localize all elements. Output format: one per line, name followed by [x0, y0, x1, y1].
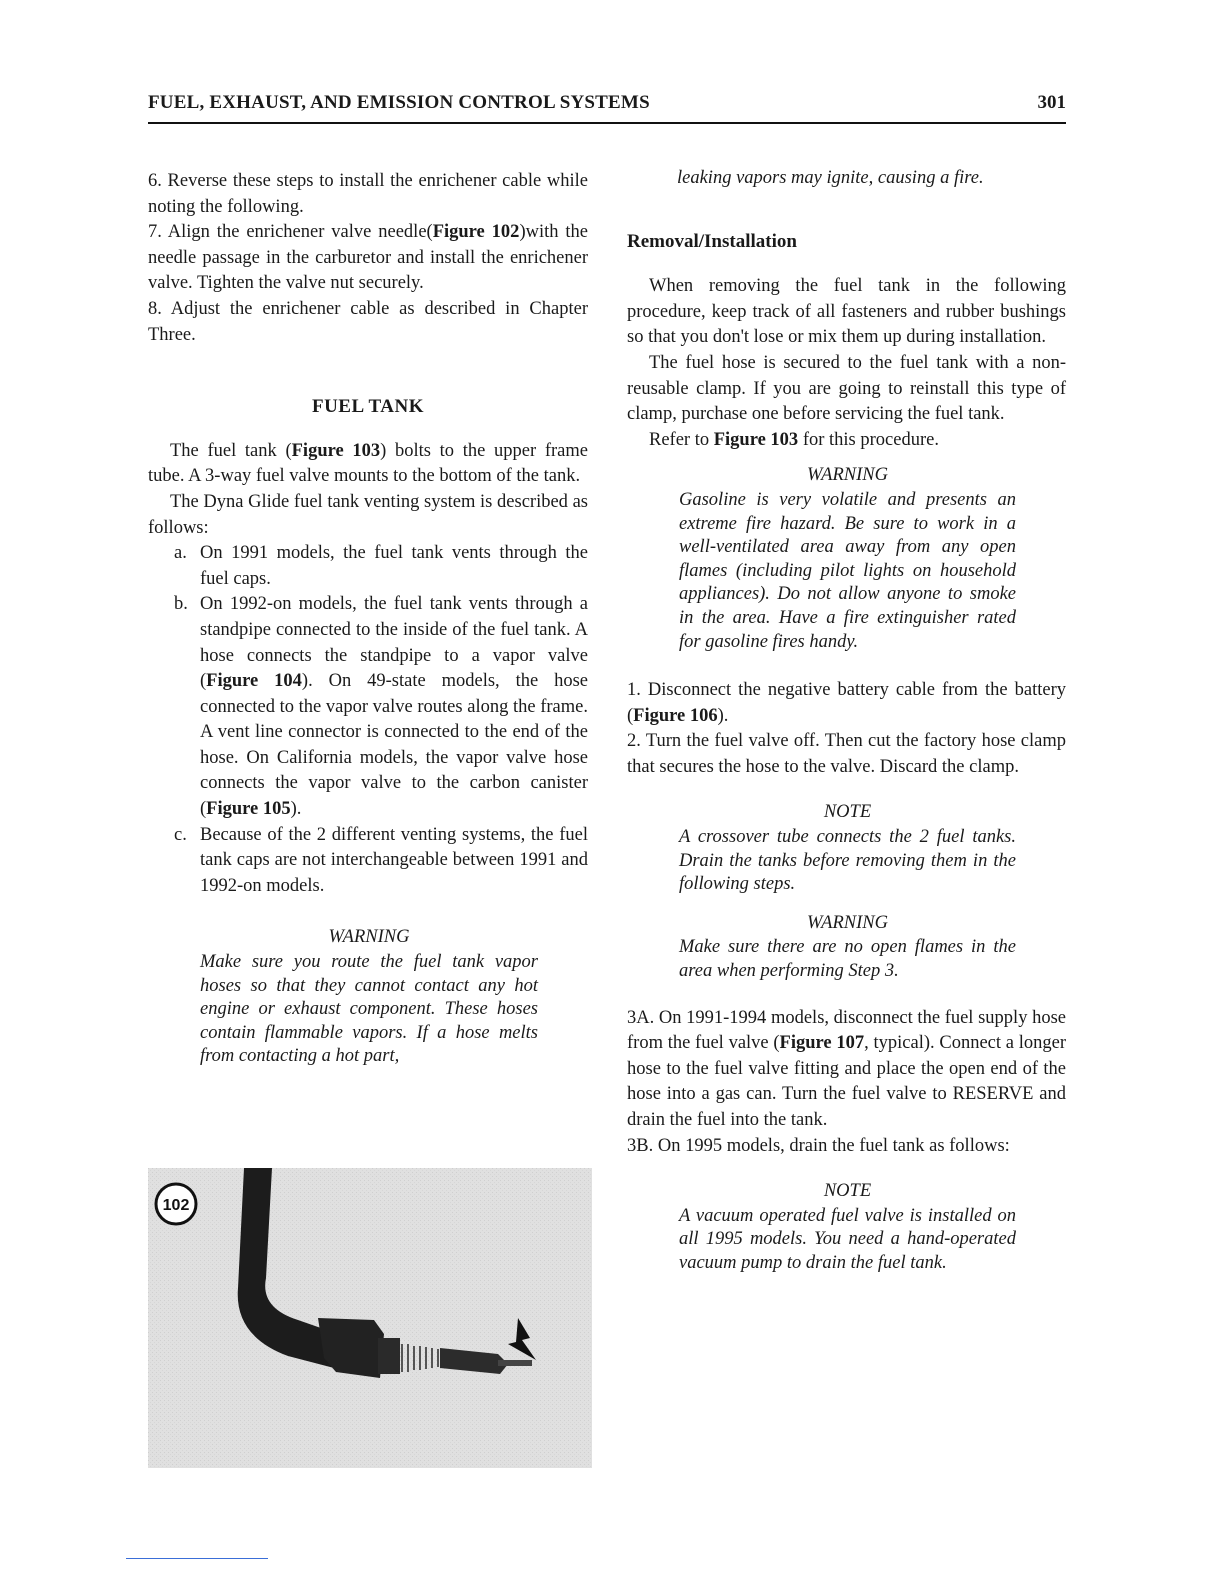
note-text: A vacuum operated fuel valve is installed on all 1995 models. You need a hand-operated vacuum pump to drain the fuel tank. — [679, 1205, 1016, 1273]
warning-title: WARNING — [807, 912, 888, 933]
figure-number-label: 102 — [162, 1197, 190, 1214]
enrichener-valve-illustration — [148, 1168, 592, 1468]
warning-open-flames — [627, 911, 1066, 984]
figure-ref: Figure 103 — [291, 440, 381, 461]
section-title-fuel-tank: FUEL TANK — [311, 396, 424, 418]
warning-vapor-hoses — [148, 925, 588, 1069]
figure-ref: Figure 102 — [432, 222, 520, 243]
step-3a: 3A. On 1991-1994 models, disconnect the fuel supply hose from the fuel valve (Figure 107, typical). Connect a longer hose to the fuel valve fitting and place the open end of the hose into a gas can. Turn the fuel valve to RESERVE and drain the fuel into the tank. — [627, 1007, 1066, 1130]
running-head: FUEL, EXHAUST, AND EMISSION CONTROL SYSTEMS — [148, 92, 650, 113]
note-title: NOTE — [823, 1181, 872, 1202]
list-item: b. On 1992-on models, the fuel tank vents through a standpipe connected to the inside of the fuel tank. A hose connects the standpipe to a vapor valve (Figure 104). On 49-state models, the hose connected to the vapor valve routes along the frame. A vent line connector is connected to the end of the hose. On California models, the vapor valve hose connects the vapor valve to the carbon canister (Figure 105). — [174, 594, 588, 820]
warning-continued: leaking vapors may ignite, causing a fire. — [677, 168, 984, 188]
page-number: 301 — [1037, 92, 1066, 113]
subsection-title-removal: Removal/Installation — [627, 230, 797, 252]
note-text: A crossover tube connects the 2 fuel tanks. Drain the tanks before removing them in the following steps. — [679, 827, 1016, 895]
removal-paragraph-3: Refer to Figure 103 for this procedure. — [649, 429, 939, 450]
left-column — [148, 169, 588, 1069]
figure-ref: Figure 104 — [206, 671, 302, 692]
fuel-tank-paragraph-2: The Dyna Glide fuel tank venting system is described as follows: — [148, 491, 588, 538]
step-1: 1. Disconnect the negative battery cable from the battery (Figure 106). — [627, 680, 1066, 726]
list-item: c. Because of the 2 different venting systems, the fuel tank caps are not interchangeable between 1991 and 1992-on models. — [174, 824, 588, 896]
note-crossover — [627, 800, 1066, 896]
note-vacuum-valve — [627, 1179, 1066, 1275]
footnote-rule — [126, 1558, 268, 1559]
removal-paragraph-2: The fuel hose is secured to the fuel tank with a non-reusable clamp. If you are going to reinstall this type of clamp, purchase one before servicing the fuel tank. — [627, 352, 1066, 425]
fuel-tank-paragraph-1: The fuel tank (Figure 103) bolts to the upper frame tube. A 3-way fuel valve mounts to the bottom of the tank. — [148, 440, 588, 487]
list-item: a. On 1991 models, the fuel tank vents through the fuel caps. — [174, 543, 588, 589]
figure-ref: Figure 105 — [206, 799, 291, 820]
warning-text: Gasoline is very volatile and presents an extreme fire hazard. Be sure to work in a well-ventilated area away from any open flames (including pilot lights on household appliances). Do not allow anyone to smoke in the area. Have a fire extinguisher rated for gasoline fires handy. — [679, 489, 1016, 652]
figure-102-photo — [148, 1168, 592, 1468]
step-7: 7. Align the enrichener valve needle(Figure 102)with the needle passage in the carburetor and install the enrichener valve. Tighten the valve nut securely. — [148, 222, 588, 294]
note-title: NOTE — [823, 802, 872, 823]
figure-ref: Figure 107 — [779, 1033, 865, 1054]
warning-text: Make sure there are no open flames in the area when performing Step 3. — [679, 937, 1016, 982]
warning-title: WARNING — [328, 927, 410, 948]
page-header — [148, 92, 1066, 124]
step-3b: 3B. On 1995 models, drain the fuel tank as follows: — [627, 1135, 1010, 1156]
figure-ref: Figure 103 — [713, 429, 799, 450]
step-6: 6. Reverse these steps to install the enrichener cable while noting the following. — [148, 171, 588, 217]
removal-paragraph-1: When removing the fuel tank in the following procedure, keep track of all fasteners and rubber bushings so that you don't lose or mix them up during installation. — [627, 276, 1066, 348]
warning-title: WARNING — [807, 465, 888, 486]
warning-gasoline — [627, 463, 1066, 654]
venting-list — [148, 541, 588, 899]
step-2: 2. Turn the fuel valve off. Then cut the factory hose clamp that secures the hose to the valve. Discard the clamp. — [627, 731, 1066, 777]
figure-ref: Figure 106 — [633, 705, 718, 726]
warning-text: Make sure you route the fuel tank vapor hoses so that they cannot contact any hot engine or exhaust component. These hoses contain flammable vapors. If a hose melts from contacting a hot part, — [200, 952, 538, 1067]
step-8: 8. Adjust the enrichener cable as described in Chapter Three. — [148, 298, 588, 345]
right-column — [627, 166, 1066, 1276]
